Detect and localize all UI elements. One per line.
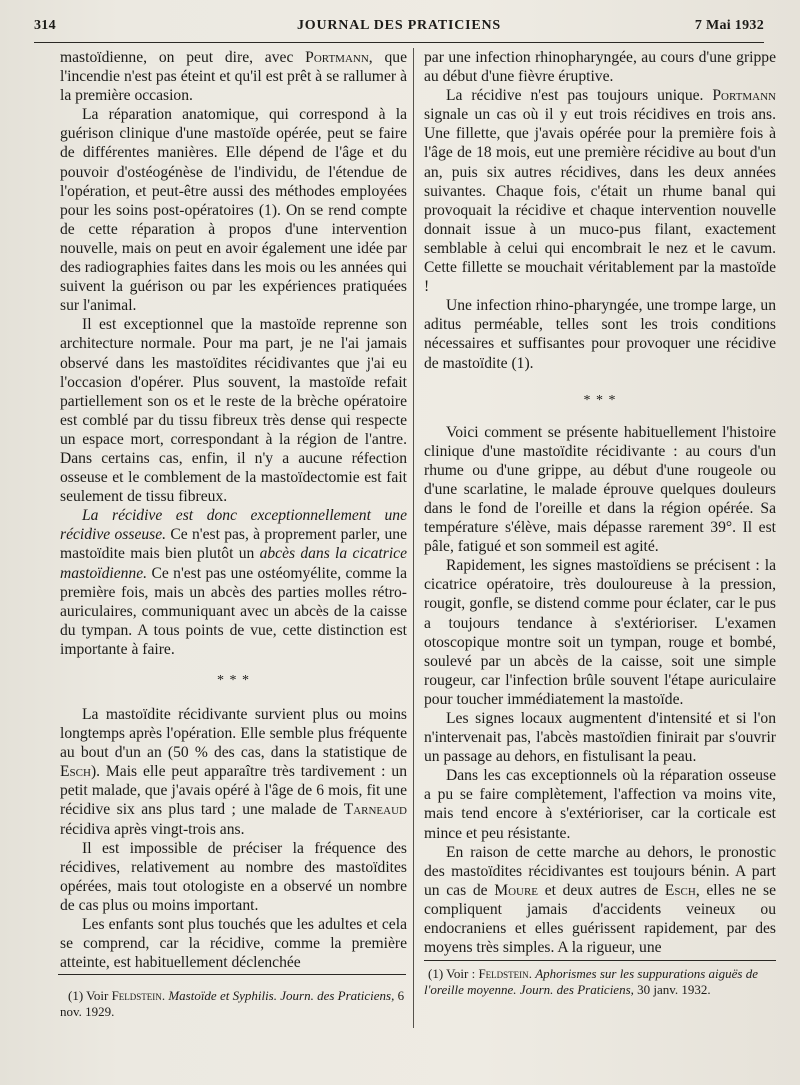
paragraph: La mastoïdite récidivante survient plus ou moins longtemps après l'opération. Elle semble plus fréquente au bout d'un an (50 % des cas, dans la statistique de Esch). Mais elle peut apparaître très tardivement : un petit malade, que j'avais opéré à l'âge de 6 mois, fit une récidive six ans plus tard ; une malade de Tarneaud récidiva après vingt-trois ans. bbox=[60, 706, 407, 838]
paragraph: Voici comment se présente habituellement l'histoire clinique d'une mastoïdite récidivante : au cours d'un rhume ou d'une grippe, au début d'une rougeole ou d'une scarlatine, le malade éprouve quelques douleurs dans le fond de l'oreille et dans la région opérée. Sa température s'élève, mais dépasse rarement 39°. Il est pâle, fatigué et son sommeil est agité. bbox=[424, 423, 776, 556]
section-separator-stars: * * * bbox=[583, 392, 617, 408]
page-number: 314 bbox=[34, 18, 56, 33]
author-name: Feldstein bbox=[111, 988, 162, 1003]
right-column bbox=[424, 48, 776, 957]
paragraph: Dans les cas exceptionnels où la réparation osseuse a pu se faire complètement, l'affection va moins vite, mais tend encore à s'extérioriser, car la corticale est mince et peu résistante. bbox=[424, 767, 776, 842]
footnote-rule bbox=[58, 974, 406, 975]
paragraph: Les signes locaux augmentent d'intensité et si l'on n'intervenait pas, l'abcès mastoïdien finirait par s'ouvrir un passage au dehors, en fistulisant la peau. bbox=[424, 710, 776, 766]
paragraph: Les enfants sont plus touchés que les adultes et cela se comprend, car la récidive, comme la première atteinte, est habituellement déclenchée bbox=[60, 916, 407, 972]
column-divider bbox=[413, 48, 414, 1028]
author-name: Feldstein bbox=[478, 966, 529, 981]
paragraph: Rapidement, les signes mastoïdiens se précisent : la cicatrice opératoire, très douloureuse à la pression, rougit, gonfle, se distend comme pour éclater, car le pus a toujours tendance à s'extérioriser. L'examen otoscopique montre soit un tympan, rouge et bombé, soulevé par un abcès de la caisse, soit une simple rougeur, car l'infection brûle souvent l'étape auriculaire pour toucher immédiatement la mastoïde. bbox=[424, 557, 776, 708]
paragraph: En raison de cette marche au dehors, le pronostic des mastoïdites récidivantes est toujours bénin. A part un cas de Moure et deux autres de Esch, elles ne se compliquent jamais d'accidents veineux ou endocraniens et elles guérissent rapidement, par des moyens très simples. A la rigueur, une bbox=[424, 843, 776, 957]
author-name: Portmann bbox=[305, 49, 369, 66]
page-header bbox=[34, 14, 764, 38]
author-name: Moure bbox=[494, 881, 539, 899]
left-column bbox=[60, 48, 407, 972]
paragraph: La récidive est donc exceptionnellement une récidive osseuse. Ce n'est pas, à proprement parler, une mastoïdite mais bien plutôt un abcès dans la cicatrice mastoïdienne. Ce n'est pas une ostéomyélite, comme la première fois, mais un abcès des parties molles rétro-auriculaires, communiquant avec un abcès de la caisse du tympan. A tous points de vue, cette distinction est importante à faire. bbox=[60, 507, 408, 658]
paragraph: par une infection rhinopharyngée, au cours d'une grippe au début d'une fièvre éruptive. bbox=[424, 49, 776, 86]
author-name: Portmann bbox=[712, 87, 776, 105]
section-separator-stars: * * * bbox=[217, 673, 250, 688]
issue-date: 7 Mai 1932 bbox=[694, 18, 764, 33]
footnote: (1) Voir Feldstein. Mastoïde et Syphilis. Journ. des Praticiens, 6 nov. 1929. bbox=[60, 988, 405, 1019]
paragraph: Il est impossible de préciser la fréquence des récidives, relativement au nombre des mastoïdites opérées, mais tout otologiste en a observé un nombre de cas plus ou moins important. bbox=[60, 839, 407, 914]
header-rule bbox=[34, 42, 764, 43]
paragraph: Il est exceptionnel que la mastoïde reprenne son architecture normale. Pour ma part, je ne l'ai jamais observé dans les mastoïdites récidivantes que j'ai eu l'occasion d'opérer. Plus souvent, la mastoïde refait partiellement son os et le reste de la brèche opératoire est comblé par du tissu fibreux très dense qui respecte un espace mort, correspondant à la région de l'antre. Dans certains cas, enfin, il n'y a aucune réfection osseuse et le comblement de la mastoïdectomie est fait seulement de tissu fibreux. bbox=[60, 316, 407, 506]
author-name: Esch bbox=[60, 763, 91, 781]
footnote: (1) Voir : Feldstein. Aphorismes sur les suppurations aiguës de l'oreille moyenne. Journ. des Praticiens, 30 janv. 1932. bbox=[424, 966, 758, 997]
journal-title: JOURNAL DES PRATICIENS bbox=[296, 18, 502, 33]
paragraph: La récidive n'est pas toujours unique. Portmann signale un cas où il y eut trois récidives en trois ans. Une fillette, que j'avais opérée pour la première fois à l'âge de 18 mois, eut une première récidive au bout d'un an, puis six autres récidives, dans les deux années suivantes. Chaque fois, c'était un rhume banal qui provoquait la récidive et chaque intervention nouvelle donnait issue à un muco-pus filant, exactement semblable à celui qui encombrait le nez et le cavum. Cette fillette se mouchait véritablement par la mastoïde ! bbox=[424, 87, 776, 296]
paragraph: Une infection rhino-pharyngée, une trompe large, un aditus perméable, telles sont les trois conditions nécessaires et suffisantes pour provoquer une récidive de mastoïdite (1). bbox=[424, 297, 776, 372]
author-name: Tarneaud bbox=[343, 801, 407, 819]
paragraph: La réparation anatomique, qui correspond à la guérison clinique d'une mastoïde opérée, peut se faire de différentes manières. Elle dépend de l'âge et du pouvoir d'ostéogénèse de l'individu, de l'étendue de l'opération, et peut-être aussi des méthodes employées pour les soins post-opératoires (1). On se rend compte de cette réparation à propos d'une intervention nouvelle, mais on peut en avoir également une idée par des radiographies faites dans les mois ou les années qui suivent la guérison ou par les expériences pratiquées sur l'animal. bbox=[60, 106, 407, 315]
author-name: Esch bbox=[664, 881, 696, 899]
paragraph: mastoïdienne, on peut dire, avec Portmann, que l'incendie n'est pas éteint et qu'il est prêt à se rallumer à la première occasion. bbox=[60, 49, 408, 105]
footnote-rule bbox=[424, 960, 776, 961]
